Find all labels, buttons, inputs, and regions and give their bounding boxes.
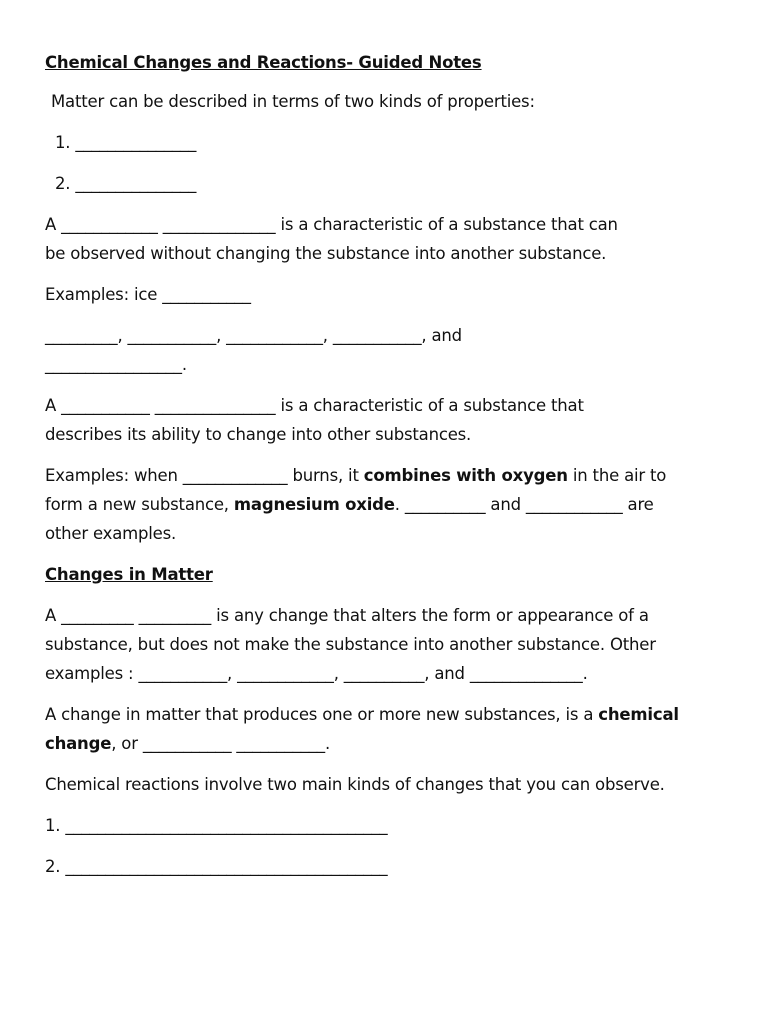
examples2-line-1-text-a: Examples: when _____________ burns, it [45,466,364,485]
examples1-line-1: Examples: ice ___________ [45,285,251,304]
chemical-change-line-2 [45,729,735,758]
examples2-line-1-text-c: in the air to [567,466,667,485]
examples2-bold-combines-with-oxygen: combines with oxygen [363,466,568,485]
examples2-line-2-text-a: form a new substance, [45,495,234,514]
section-heading-changes-in-matter: Changes in Matter [45,565,213,584]
examples1-line-2: _________, ___________, ____________, ___________, and [45,326,462,345]
physical-change-line-2: substance, but does not make the substance into another substance. Other [45,635,656,654]
examples2-line-2 [45,490,735,519]
physical-property-line-1: A ____________ ______________ is a characteristic of a substance that can [45,215,618,234]
intro-text: Matter can be described in terms of two kinds of properties: [51,92,535,111]
chemical-change-bold-chemical: chemical [598,705,679,724]
examples2-bold-magnesium-oxide: magnesium oxide [233,495,395,514]
observation-blank-1: 1. ________________________________________ [45,816,388,835]
examples1-line-3: _________________. [45,355,187,374]
examples2-line-1 [45,461,735,490]
physical-change-line-3: examples : ___________, ____________, __________, and ______________. [45,664,588,683]
worksheet-page [45,48,735,881]
examples2-line-2-text-c: . __________ and ____________ are [394,495,654,514]
chemical-property-line-2: describes its ability to change into other substances. [45,425,472,444]
chemical-property-line-1: A ___________ _______________ is a characteristic of a substance that [45,396,584,415]
examples2-line-3: other examples. [45,524,177,543]
chemical-change-bold-change: change [45,734,112,753]
chemical-change-line-1 [45,700,735,729]
chemical-change-line-1-text: A change in matter that produces one or more new substances, is a [45,705,599,724]
page-title: Chemical Changes and Reactions- Guided Notes [45,53,482,72]
physical-property-line-2: be observed without changing the substance into another substance. [45,244,607,263]
reactions-intro: Chemical reactions involve two main kinds of changes that you can observe. [45,775,665,794]
property-blank-1: 1. _______________ [55,133,197,152]
observation-blank-2: 2. ________________________________________ [45,857,388,876]
property-blank-2: 2. _______________ [55,174,197,193]
chemical-change-line-2-text: , or ___________ ___________. [111,734,331,753]
physical-change-line-1: A _________ _________ is any change that alters the form or appearance of a [45,606,649,625]
